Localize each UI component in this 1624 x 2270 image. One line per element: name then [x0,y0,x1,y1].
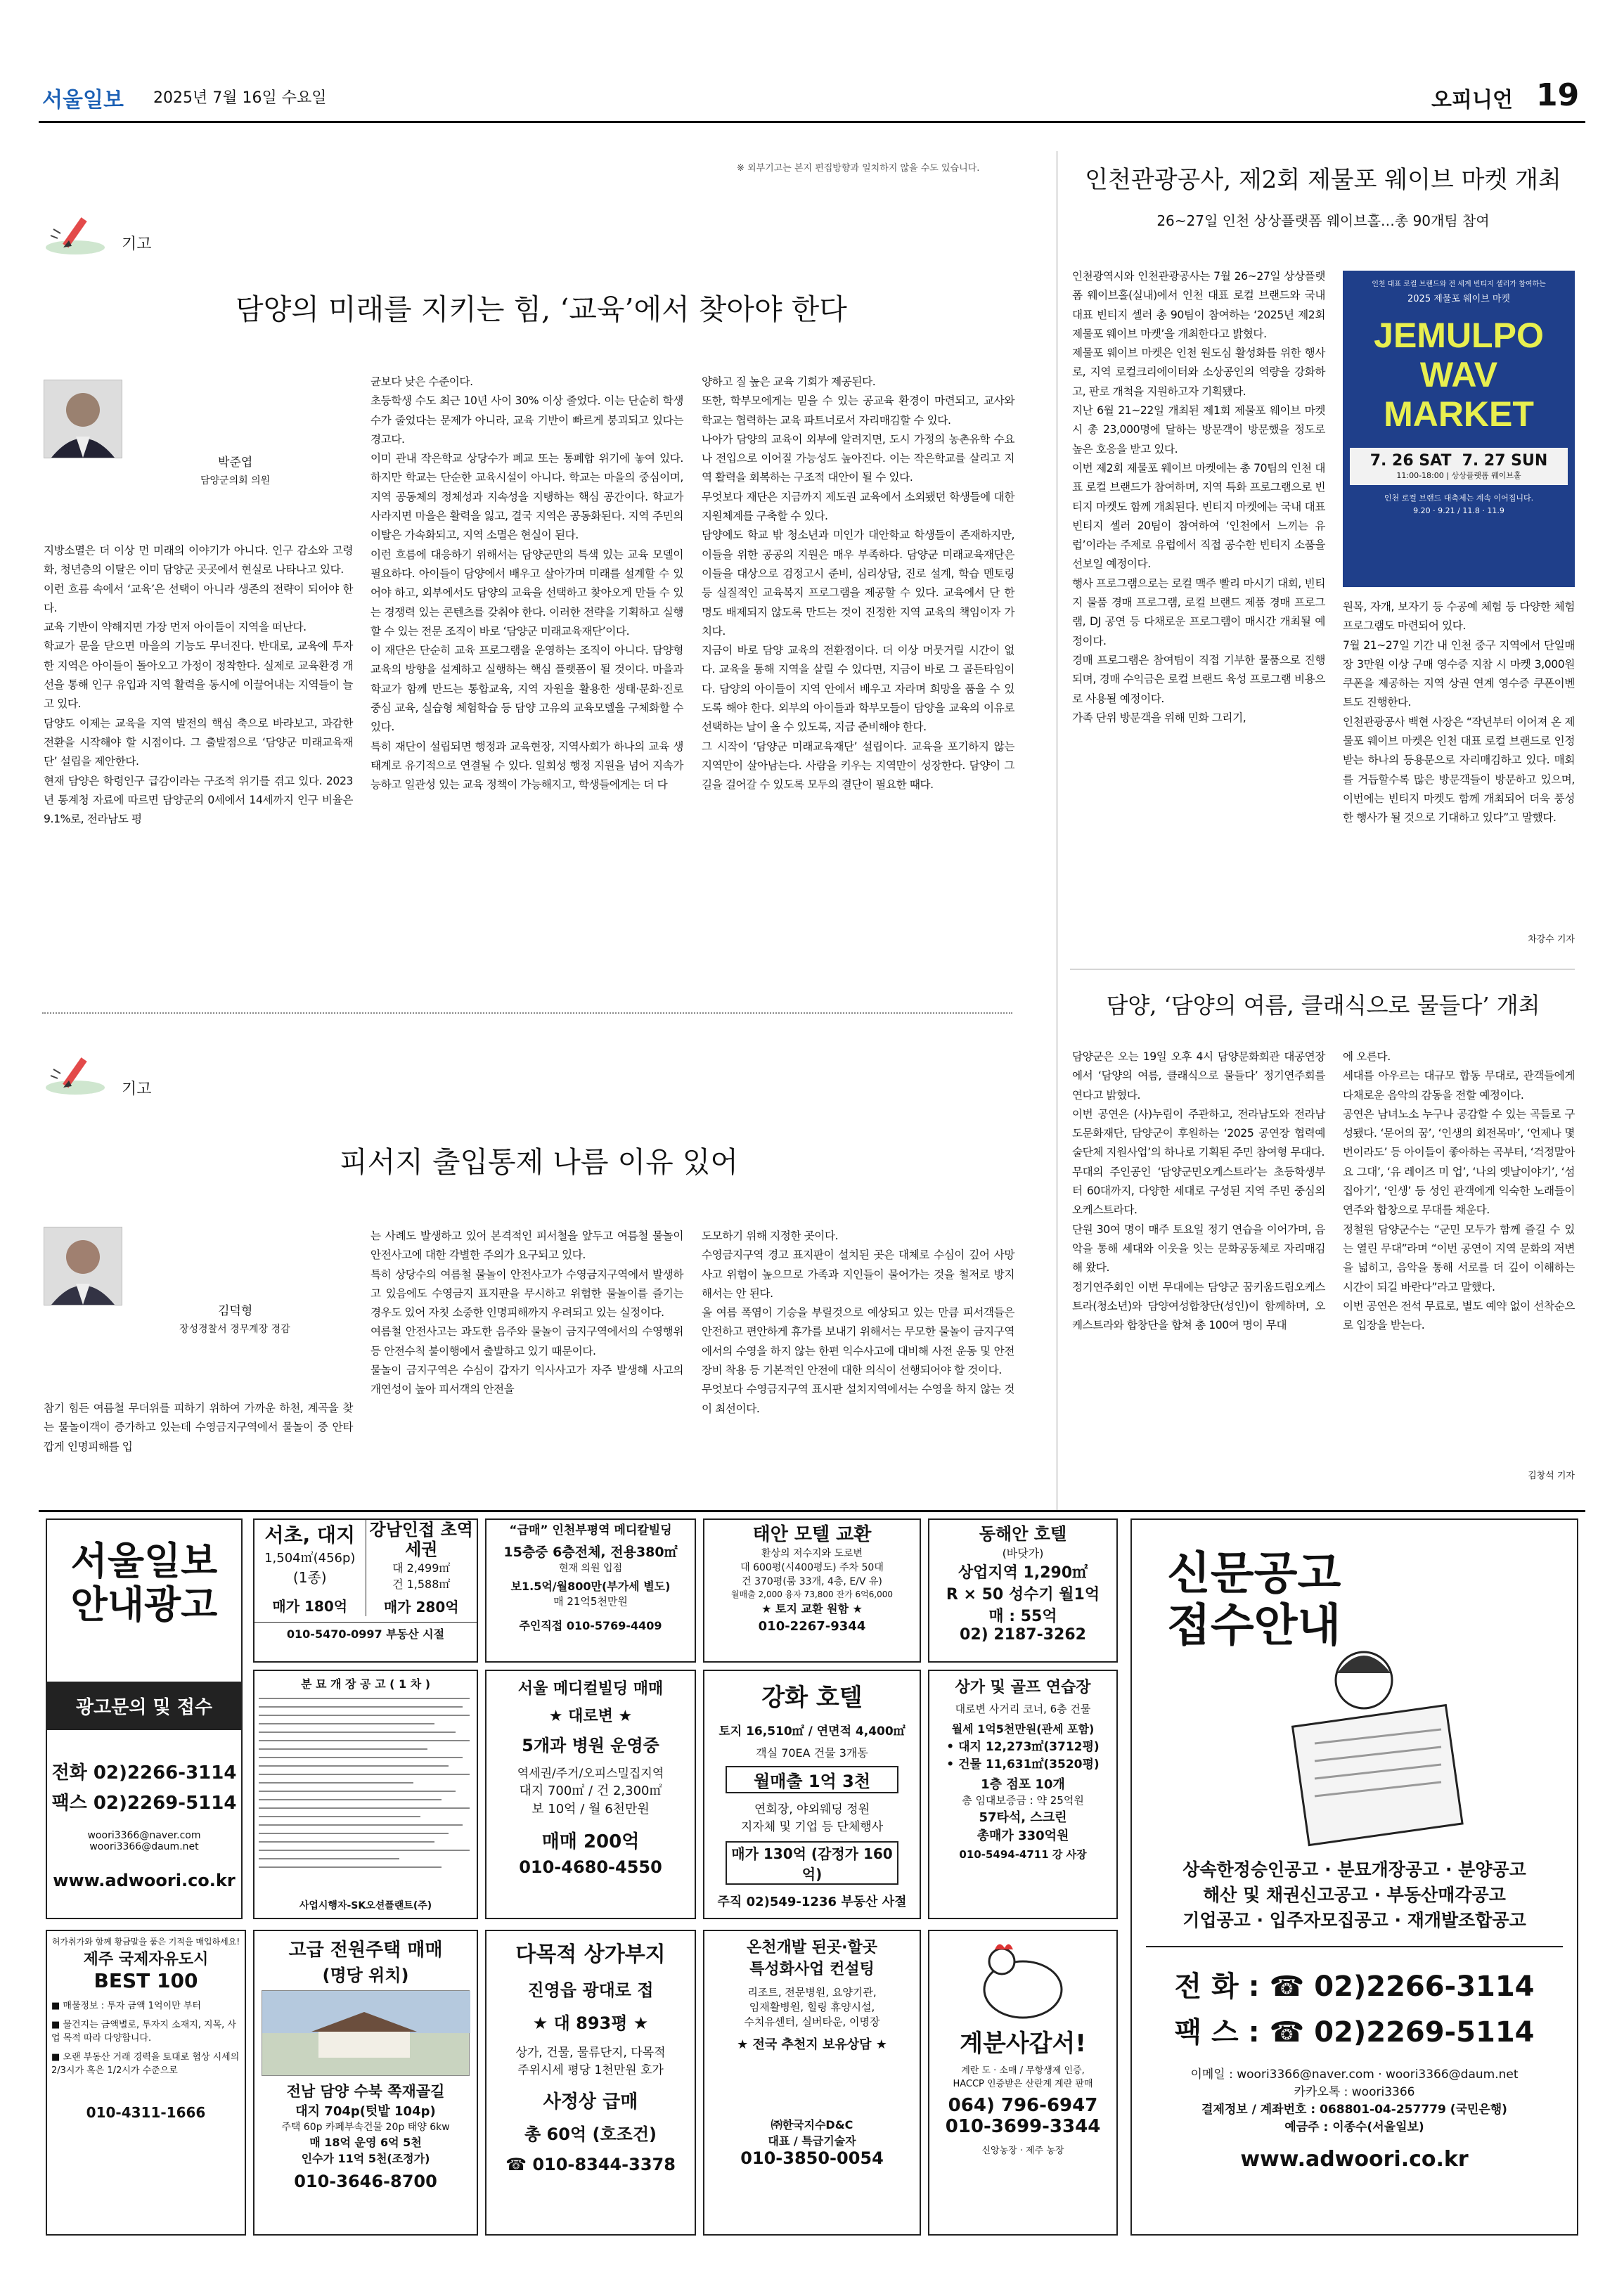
ad-hot-spring [703,1930,921,2236]
article1-column-3: 양하고 질 높은 교육 기회가 제공된다. 또한, 학부모에게는 믿을 수 있는 공교육 환경이 마련되고, 교사와 학교는 협력하는 교육 파트너로서 자리매김할 수 있다. 나아가 담양의 교육이 외부에 알려지면, 도시 가정의 농촌유학 수요나 전입으로 이어질 가능성도 높아진다. 이는 작은학교를 살리고 지역 활력을 회복하는 구조적 대안이 될 수 있다. 무엇보다 재단은 지금까지 제도권 교육에서 소외됐던 학생들에 대한 지원체계를 구축할 수 있다. 담양에도 학교 밖 청소년과 미인가 대안학교 학생들이 존재하지만, 이들을 위한 공공의 지원은 매우 부족하다. 담양군 미래교육재단은 이들을 대상으로 검정고시 준비, 심리상담, 진로 설계, 학습 멘토링 등 실질적인 교육복지 프로그램을 제공할 수 있다. 교육에서 단 한 명도 배제되지 않도록 만드는 것이 진정한 지역 교육의 책임이자 가치다. 지금이 바로 담양 교육의 전환점이다. 더 이상 머뭇거릴 시간이 없다. 교육을 통해 지역을 살릴 수 있다면, 지금이 바로 그 골든타임이다. 담양의 아이들이 지역 안에서 배우고 자라며 희망을 품을 수 있도록 해야 한다. 외부의 아이들과 학부모들이 담양을 교육의 이유로 선택하는 날이 올 수 있도록, 지금 준비해야 한다. 그 시작이 ‘담양군 미래교육재단’ 설립이다. 교육을 포기하지 않는 지역만이 살아남는다. 사람을 키우는 지역만이 성장한다. 담양이 그 길을 걸어갈 수 있도록 모두의 결단이 필요한 때다. [702,375,1014,792]
a9-l8: 총매가 330억원 [977,1829,1069,1843]
ad-country-house [253,1930,478,2236]
b5-phone2: 010-3699-3344 [945,2116,1101,2137]
a4-l4: 월매출 2,000 융자 73,800 잔가 6억6,000 [730,1589,894,1599]
ad-guide [46,1518,243,1919]
poster-note: 인천 로컬 브랜드 대축제는 계속 이어집니다. [1384,494,1534,503]
a6-title: 분 묘 개 장 공 고 ( 1 차 ) [300,1677,431,1691]
ad-seocho-land [253,1518,478,1663]
poster-big3: MARKET [1384,394,1534,434]
ad-commercial-lot [485,1930,696,2236]
ad-east-sea-hotel [928,1518,1118,1663]
newspaper-reader-icon [1272,1638,1483,1849]
a5-phone: 02) 2187-3262 [960,1626,1086,1644]
masthead-logo: 서울일보 [42,88,124,112]
poster-small: 인천 대표 로컬 브랜드와 전 세계 빈티지 셀러가 참여하는 [1372,280,1546,288]
issue-date: 2025년 7월 16일 수요일 [153,89,327,107]
notice-fine-print [259,1691,470,1895]
a4-l2: 대 600평(시400평도) 주차 50대 [740,1562,884,1573]
b3-l5: 사정상 급매 [543,2091,638,2113]
a7-title: 서울 메디컬빌딩 매매 [517,1680,664,1698]
a3-tag: “급매” 인천부평역 메디칼빌딩 [509,1523,672,1537]
pencil-icon [44,211,121,263]
guide-email1: woori3366@naver.com [87,1830,201,1841]
b4-l1: 리조트, 전문병원, 요양기관, [747,1986,877,1999]
disclaimer: ※ 외부기고는 본지 편집방향과 일치하지 않을 수도 있습니다. [737,163,980,174]
b3-l3: 상가, 건물, 물류단지, 다목적 [515,2046,666,2060]
a9-l2: 월세 1억5천만원(관세 포함) [951,1722,1095,1736]
guide-email2: woori3366@daum.net [89,1841,199,1852]
a1-title: 서초, 대지 [264,1523,356,1547]
a9-l5: 1층 점포 10개 [981,1777,1065,1792]
a4-l1: 환상의 저수지와 도로변 [761,1548,863,1559]
poster-big1: JEMULPO [1374,316,1544,355]
article3-column-2: 원목, 자개, 보자기 등 수공예 체험 등 다양한 체험 프로그램도 마련되어 있다. 7월 21~27일 기간 내 인천 중구 지역에서 단일매장 3만원 이상 구매 영수증 지참 시 마켓 3,000원 쿠폰을 제공하는 지역 상권 연계 영수증 쿠폰이벤트도 진행한다. 인천관광공사 백현 사장은 “작년부터 이어져 온 제물포 웨이브 마켓은 인천 대표 로컬 브랜드로 인정받는 하나의 등용문으로 자리매김하고 있다. 매회를 거듭할수록 많은 방문객들이 방문하고 있으며, 이번에는 빈티지 마켓도 함께 개최되어 더욱 풍성한 행사가 될 것으로 기대하고 있다”고 말했다. [1343,600,1575,825]
notice-title1: 신문공고 [1167,1548,1341,1600]
a2-title: 강남인접 초역세권 [369,1520,473,1559]
a3-l2: 현재 의원 입점 [558,1563,623,1574]
notice-title2: 접수안내 [1167,1600,1341,1652]
article1-author: 박준엽 [218,456,253,470]
house-photo [262,1990,470,2076]
a5-l3: R × 50 성수기 월1억 [946,1586,1100,1604]
b1-l1: ■ 매물정보 : 투자 금액 1억이만 부터 [51,2001,201,2011]
article2-kicker: 기고 [122,1081,152,1098]
a5-l1: (바닷가) [1002,1547,1044,1560]
a2-l1: 대 2,499㎡ [392,1561,451,1575]
notice-tel: 전 화 : ☎ 02)2266-3114 [1174,1971,1535,2003]
rooster-icon [953,1937,1093,2021]
b1-l2: ■ 물건지는 금액별로, 투자지 소재지, 지목, 사업 목적 따라 다양합니다. [51,2020,236,2044]
article1-column-2: 균보다 낮은 수준이다. 초등학생 수도 최근 10년 사이 30% 이상 줄었다. 이는 단순히 학생 수가 줄었다는 문제가 아니라, 교육 기반이 빠르게 붕괴되고 있다는 경고다. 이미 관내 작은학교 상당수가 폐교 또는 통폐합 위기에 놓여 있다. 하지만 학교는 단순한 교육시설이 아니다. 학교는 마을의 중심이며, 지역 공동체의 정체성과 지속성을 지탱하는 핵심 공간이다. 학교가 사라지면 마을은 활력을 잃고, 결국 지역은 공동화된다. 지역 주민의 이탈은 가속화되고, 지역 소멸은 현실이 된다. 이런 흐름에 대응하기 위해서는 담양군만의 특색 있는 교육 모델이 필요하다. 아이들이 담양에서 배우고 살아가며 미래를 설계할 수 있어야 하고, 외부에서도 담양의 교육을 선택하고 찾아오게 만들 수 있는 경쟁력 있는 콘텐츠를 갖춰야 한다. 이러한 전략을 기획하고 실행할 수 있는 전문 조직이 바로 ‘담양군 미래교육재단’이다. 이 재단은 단순히 교육 프로그램을 운영하는 조직이 아니다. 담양형 교육의 방향을 설계하고 실행하는 핵심 플랫폼이 될 것이다. 마을과 학교가 함께 만드는 통합교육, 지역 자원을 활용한 생태·문화·진로 중심 교육, 실습형 체험학습 등 담양 고유의 교육모델을 구체화할 수 있다. 특히 재단이 설립되면 행정과 교육현장, 지역사회가 하나의 교육 생태계로 유기적으로 연결될 수 있다. 일회성 행정 지원을 넘어 지속가능하고 일관성 있는 교육 정책이 가능해지고, 학생들에게는 더 다 [370,375,683,792]
b3-l2: ★ 대 893평 ★ [532,2013,649,2033]
a3-l3: 보1.5억/월800만(부가세 별도) [510,1580,671,1593]
b3-l1: 진영읍 광대로 접 [527,1980,654,2000]
article3-subtitle: 26~27일 인천 상상플랫폼 웨이브홀…총 90개팀 참여 [1156,212,1490,229]
poster-big2: WAV [1419,355,1498,394]
b1-title: 제주 국제자유도시 [83,1951,209,1968]
a4-l5: ★ 토지 교환 원함 ★ [761,1602,863,1616]
notice-bank: 결제정보 / 계좌번호 : 068801-04-257779 (국민은행) [1201,2103,1507,2117]
b4-l4: ★ 전국 추천지 보유상담 ★ [737,2037,887,2052]
page-number: 19 [1536,77,1580,113]
poster-date1: 7. 26 SAT [1370,452,1452,470]
a9-phone: 010-5494-4711 강 사장 [959,1848,1087,1861]
b5-farm: 신앙농장 · 제주 농장 [981,2146,1064,2156]
article1-kicker: 기고 [122,236,152,253]
b4-l5: ㈜한국지수D&C [771,2118,853,2132]
a7-l3: 역세권/주거/오피스밀집지역 [517,1767,664,1781]
notice-l3: 기업공고 · 입주자모집공고 · 재개발조합공고 [1182,1910,1526,1930]
a8-l2: 객실 70EA 건물 3개동 [756,1746,868,1760]
ad-egg-farm [928,1930,1118,2236]
b2-l4: 매 18억 운영 6억 5천 [309,2136,422,2149]
poster-date2: 7. 27 SUN [1462,452,1548,470]
article4-byline: 김창석 기자 [1528,1471,1575,1481]
b4-l2: 임재활병원, 힐링 휴양시설, [749,2001,875,2013]
a7-l5: 보 10억 / 월 6천만원 [531,1802,650,1817]
a7-l1: ★ 대로변 ★ [548,1708,633,1725]
b5-l2: HACCP 인증받은 산란계 계란 판매 [953,2079,1093,2089]
article1-title: 담양의 미래를 지키는 힘, ‘교육’에서 찾아야 한다 [236,292,847,326]
a8-l3: 월매출 1억 3천 [726,1766,898,1793]
pencil-icon-2 [44,1051,121,1103]
a4-title: 태안 모텔 교환 [752,1524,872,1545]
a9-l1: 대로변 사거리 코너, 6층 건물 [955,1703,1091,1715]
ad-bupyeong-building [485,1518,696,1663]
a3-phone: 주인직접 010-5769-4409 [519,1619,662,1632]
a7-l4: 대지 700㎡ / 건 2,300㎡ [519,1784,662,1798]
poster-time: 11:00-18:00 | 상상플랫폼 웨이브홀 [1396,471,1521,480]
a5-l2: 상업지역 1,290㎡ [958,1564,1088,1582]
guide-web: www.adwoori.co.kr [53,1871,236,1890]
a7-l6: 매매 200억 [541,1831,640,1852]
notice-fax: 팩 스 : ☎ 02)2269-5114 [1174,2016,1535,2049]
b2-title1: 고급 전원주택 매매 [288,1940,443,1961]
b3-l6: 총 60억 (호조건) [524,2124,657,2144]
author-photo-2 [44,1227,122,1305]
ad-grave-notice [253,1670,478,1919]
poster-small2: 2025 제물포 웨이브 마켓 [1407,294,1510,304]
a5-l4: 매 : 55억 [988,1608,1057,1625]
a3-l4: 매 21억5천만원 [553,1595,628,1608]
b2-title2: (명당 위치) [322,1966,409,1985]
article2-author: 김덕형 [218,1304,253,1318]
article-separator [42,1012,1012,1014]
article4-column-2: 에 오른다. 세대를 아우르는 대규모 합동 무대로, 관객들에게 다채로운 음악의 감동을 전할 예정이다. 공연은 남녀노소 누구나 공감할 수 있는 곡들로 구성됐다. ‘문어의 꿈’, ‘인생의 회전목마’, ‘언제나 몇 번이라도’ 등 아이들이 좋아하는 곡부터, ‘걱정말아요 그대’, ‘유 레이즈 미 업’, ‘나의 옛날이야기’, ‘섬집아기’, ‘인생’ 등 성인 관객에게 익숙한 노래들이 연주와 합창으로 무대를 채운다. 정철원 담양군수는 “군민 모두가 함께 즐길 수 있는 열린 무대”라며 “이번 공연이 지역 문화의 저변을 넓히고, 음악을 통해 서로를 더 깊이 이해하는 시간이 되길 바란다”라고 말했다. 이번 공연은 전석 무료로, 별도 예약 없이 선착순으로 입장을 받는다. [1343,1050,1575,1332]
a1-l1: 1,504㎡(456p) [264,1551,356,1566]
article3-title: 인천관광공사, 제2회 제물포 웨이브 마켓 개최 [1085,166,1561,194]
a7-l2: 5개과 병원 운영중 [522,1736,659,1755]
b4-sub: 대표 / 특급기술자 [768,2134,856,2148]
article2-column-3: 도모하기 위해 지정한 곳이다. 수영금지구역 경고 표지판이 설치된 곳은 대체로 수심이 깊어 사망사고 위험이 높으므로 가족과 지인들이 물어가는 것을 철저로 방지해서는 안 된다. 올 여름 폭염이 기승을 부릴것으로 예상되고 있는 만큼 피서객들은 안전하고 편안하게 휴가를 보내기 위해서는 무모한 물놀이 금지구역에서의 수영을 하지 않는 한편 익수사고에 대비해 사전 운동 및 안전장비 착용 등 기본적인 안전에 대한 의식이 선행되어야 할 것이다. 무엇보다 수영금지구역 표시판 설치지역에서는 수영을 하지 않는 것이 최선이다. [702,1230,1014,1415]
ad-notice-guide [1130,1518,1578,2236]
a9-l3: • 대지 12,273㎡(3712평) [946,1740,1100,1754]
notice-holder: 예금주 : 이종수(서울일보) [1284,2120,1424,2134]
article1-role: 담양군의회 의원 [200,475,271,486]
ad-ganghwa-hotel [703,1670,921,1919]
b4-phone: 010-3850-0054 [740,2148,884,2168]
a2-l2: 건 1,588㎡ [392,1578,451,1591]
b4-l3: 수치유센터, 실버타운, 이명장 [744,2016,880,2028]
poster-dates2: 9.20 · 9.21 / 11.8 · 11.9 [1413,506,1504,515]
b4-title2: 특성화사업 컨설팅 [749,1961,875,1978]
event-poster [1343,271,1575,587]
b3-title: 다목적 상가부지 [515,1942,666,1967]
b2-l5: 인수가 11억 5천(조정가) [301,2152,430,2165]
a9-l6: 총 임대보증금 : 약 25억원 [962,1794,1084,1807]
a8-l6: 매가 130억 (감정가 160억) [726,1841,898,1885]
b2-l2: 대지 704p(텃밭 104p) [295,2104,436,2119]
a1-l2: (1종) [292,1569,327,1586]
header-rule [39,121,1585,123]
article1-column-1: 지방소멸은 더 이상 먼 미래의 이야기가 아니다. 인구 감소와 고령화, 청년층의 이탈은 이미 담양군 곳곳에서 현실로 나타나고 있다. 이런 흐름 속에서 ‘교육’은 선택이 아니라 생존의 전략이 되어야 한다. 교육 기반이 약해지면 가장 먼저 아이들이 지역을 떠난다. 학교가 문을 닫으면 마을의 기능도 무너진다. 반대로, 교육에 투자한 지역은 아이들이 돌아오고 가정이 정착한다. 실제로 교육환경 개선을 통해 인구 유입과 지역 활력을 동시에 이끌어내는 지역들이 늘고 있다. 담양도 이제는 교육을 지역 발전의 핵심 축으로 바라보고, 과감한 전환을 시작해야 할 시점이다. 그 출발점으로 ‘담양군 미래교육재단’ 설립을 제안한다. 현재 담양은 학령인구 급감이라는 구조적 위기를 겪고 있다. 2023년 통계청 자료에 따르면 담양군의 0세에서 14세까지 인구 비율은 9.1%로, 전라남도 평 [44,544,353,826]
a8-title: 강화 호텔 [761,1684,863,1712]
b5-phone1: 064) 796-6947 [948,2095,1098,2116]
b1-tag: 허가취가와 함께 황금말을 품은 기적을 매입하세요! [51,1937,240,1947]
a8-phone: 주직 02)549-1236 부동산 사절 [717,1895,907,1909]
article2-column-2: 는 사례도 발생하고 있어 본격적인 피서철을 앞두고 여름철 물놀이 안전사고에 대한 각별한 주의가 요구되고 있다. 특히 상당수의 여름철 물놀이 안전사고가 수영금지구역에서 발생하고 있음에도 수영금지 표지판을 무시하고 위험한 물놀이를 즐기는 경우도 있어 자칫 소중한 인명피해까지 우려되고 있는 실정이다. 여름철 안전사고는 과도한 음주와 물놀이 금지구역에서의 수영행위 등 안전수칙 불이행에서 출발하고 있기 때문이다. 물놀이 금지구역은 수심이 갑자기 익사사고가 자주 발생해 사고의 개연성이 높아 피서객의 안전을 [370,1230,683,1396]
article2-role: 장성경찰서 경무계장 경감 [179,1324,290,1335]
a8-l4: 연회장, 야외웨딩 정원 [754,1803,870,1817]
a3-l1: 15층중 6층전체, 전용380㎡ [503,1544,678,1560]
article4-title: 담양, ‘담양의 여름, 클래식으로 물들다’ 개최 [1106,992,1540,1019]
guide-band: 광고문의 및 접수 [47,1682,241,1730]
notice-web: www.adwoori.co.kr [1240,2147,1469,2172]
a8-l5: 지자체 및 기업 등 단체행사 [740,1820,884,1834]
b1-big: BEST 100 [94,1969,198,1992]
a7-phone: 010-4680-4550 [519,1857,662,1877]
b2-l3: 주택 60p 카페부속건물 20p 태양 6kw [281,2122,450,2133]
notice-l2: 해산 및 채권신고공고 · 부동산매각공고 [1203,1885,1506,1905]
ad-taean-motel [703,1518,921,1663]
b3-l4: 주위시세 평당 1천만원 호가 [517,2063,664,2077]
a9-l4: • 건물 11,631㎡(3520평) [946,1758,1100,1772]
article4-column-1: 담양군은 오는 19일 오후 4시 담양문화회관 대공연장에서 ‘담양의 여름, 클래식으로 물들다’ 정기연주회를 연다고 밝혔다. 이번 공연은 (사)누림이 주관하고, 전라남도와 전라남도문화재단, 담양군이 후원하는 ‘2025 공연장 협력예술단체 지원사업’의 하나로 기획된 주민 참여형 무대다. 무대의 주인공인 ‘담양군민오케스트라’는 초등학생부터 60대까지, 다양한 세대로 구성된 지역 주민 중심의 오케스트라다. 단원 30여 명이 매주 토요일 정기 연습을 이어가며, 음악을 통해 세대와 이웃을 잇는 문화공동체로 자리매김해 왔다. 정기연주회인 이번 무대에는 담양군 꿈키움드림오케스트라(청소년)와 담양여성합창단(성인)이 함께하며, 오케스트라와 합창단을 합쳐 총 100여 명이 무대 [1072,1050,1325,1332]
article2-column-1: 참기 힘든 여름철 무더위를 피하기 위하여 가까운 하천, 계곡을 찾는 물놀이객이 증가하고 있는데 수영금지구역에서 물놀이 중 안타깝게 인명피해를 입 [44,1402,353,1453]
notice-l1: 상속한정승인공고 · 분묘개장공고 · 분양공고 [1182,1859,1526,1880]
a8-l1: 토지 16,510㎡ / 연면적 4,400㎡ [718,1724,906,1739]
b3-phone: ☎ 010-8344-3378 [505,2155,676,2174]
a9-l7: 57타석, 스크린 [979,1810,1067,1825]
notice-email: 이메일 : woori3366@naver.com · woori3366@daum.net [1190,2068,1519,2082]
b2-phone: 010-3646-8700 [294,2172,437,2191]
a9-title: 상가 및 골프 연습장 [955,1679,1091,1696]
b1-l3: ■ 오랜 부동산 거래 경력을 토대로 협상 시세의 2/3시가 혹은 1/2시가 수준으로 [51,2052,240,2076]
a5-title: 동해안 호텔 [979,1524,1067,1544]
guide-phone: 전화 02)2266-3114 [51,1762,237,1784]
ad-jeju-best [46,1930,246,2236]
guide-title2: 안내광고 [70,1582,218,1627]
a6-footer: 사업시행자-SK오션플랜트(주) [299,1900,432,1911]
b5-title: 계분사갑서! [960,2030,1086,2058]
author-photo [44,380,122,458]
guide-fax: 팩스 02)2269-5114 [51,1793,237,1814]
b4-title1: 온천개발 된곳·할곳 [746,1939,878,1956]
a1-l3: 매가 180억 [272,1598,348,1615]
notice-kakao: 카카오톡 : woori3366 [1294,2085,1415,2099]
article2-title: 피서지 출입통제 나름 이유 있어 [340,1145,739,1179]
ad-golf-range [928,1670,1118,1919]
article3-column-1: 인천광역시와 인천관광공사는 7월 26~27일 상상플랫폼 웨이브홀(실내)에서 인천 대표 로컬 브랜드와 국내 대표 빈티지 셀러 총 90팀이 참여하는 ‘2025년 제2회 제물포 웨이브 마켓’을 개최한다고 밝혔다. 제물포 웨이브 마켓은 인천 원도심 활성화를 위한 행사로, 지역 로컬크리에이터와 소상공인의 역량을 강화하고, 판로 개척을 지원하고자 기획됐다. 지난 6월 21~22일 개최된 제1회 제물포 웨이브 마켓 시 총 23,000명에 달하는 방문객이 방문했을 정도로 높은 호응을 받고 있다. 이번 제2회 제물포 웨이브 마켓에는 총 70팀의 인천 대표 로컬 브랜드가 참여하며, 지역 특화 프로그램으로 빈티지 마켓도 함께 개최된다. 빈티지 마켓에는 국내 대표 빈티지 셀러 20팀이 참여하여 ‘인천에서 느끼는 유럽’이라는 주제로 유럽에서 직접 공수한 빈티지 소품을 선보일 예정이다. 행사 프로그램으로는 로컬 맥주 빨리 마시기 대회, 빈티지 물품 경매 프로그램, 로컬 브랜드 제품 경매 프로그램, DJ 공연 등 다채로운 프로그램이 매시간 개최될 예정이다. 경매 프로그램은 참여팀이 직접 기부한 물품으로 진행되며, 경매 수익금은 로컬 브랜드 육성 프로그램 비용으로 사용될 예정이다. 가족 단위 방문객을 위해 민화 그리기, [1072,270,1325,724]
article3-byline: 차강수 기자 [1528,934,1575,945]
a2-l3: 매가 280억 [383,1599,459,1616]
guide-title1: 서울일보 [70,1539,218,1583]
b2-l1: 전남 담양 수북 쪽재골길 [286,2083,445,2100]
a4-l3: 건 370평(룸 33개, 4층, E/V 유) [742,1576,882,1587]
b1-phone: 010-4311-1666 [86,2104,206,2121]
b5-l1: 계란 도 · 소매 / 무항생제 인증, [961,2065,1085,2076]
a1-phone: 010-5470-0997 부동산 시절 [254,1622,477,1642]
a4-phone: 010-2267-9344 [758,1619,866,1634]
section-name: 오피니언 [1431,88,1513,112]
ad-seoul-medical [485,1670,696,1919]
